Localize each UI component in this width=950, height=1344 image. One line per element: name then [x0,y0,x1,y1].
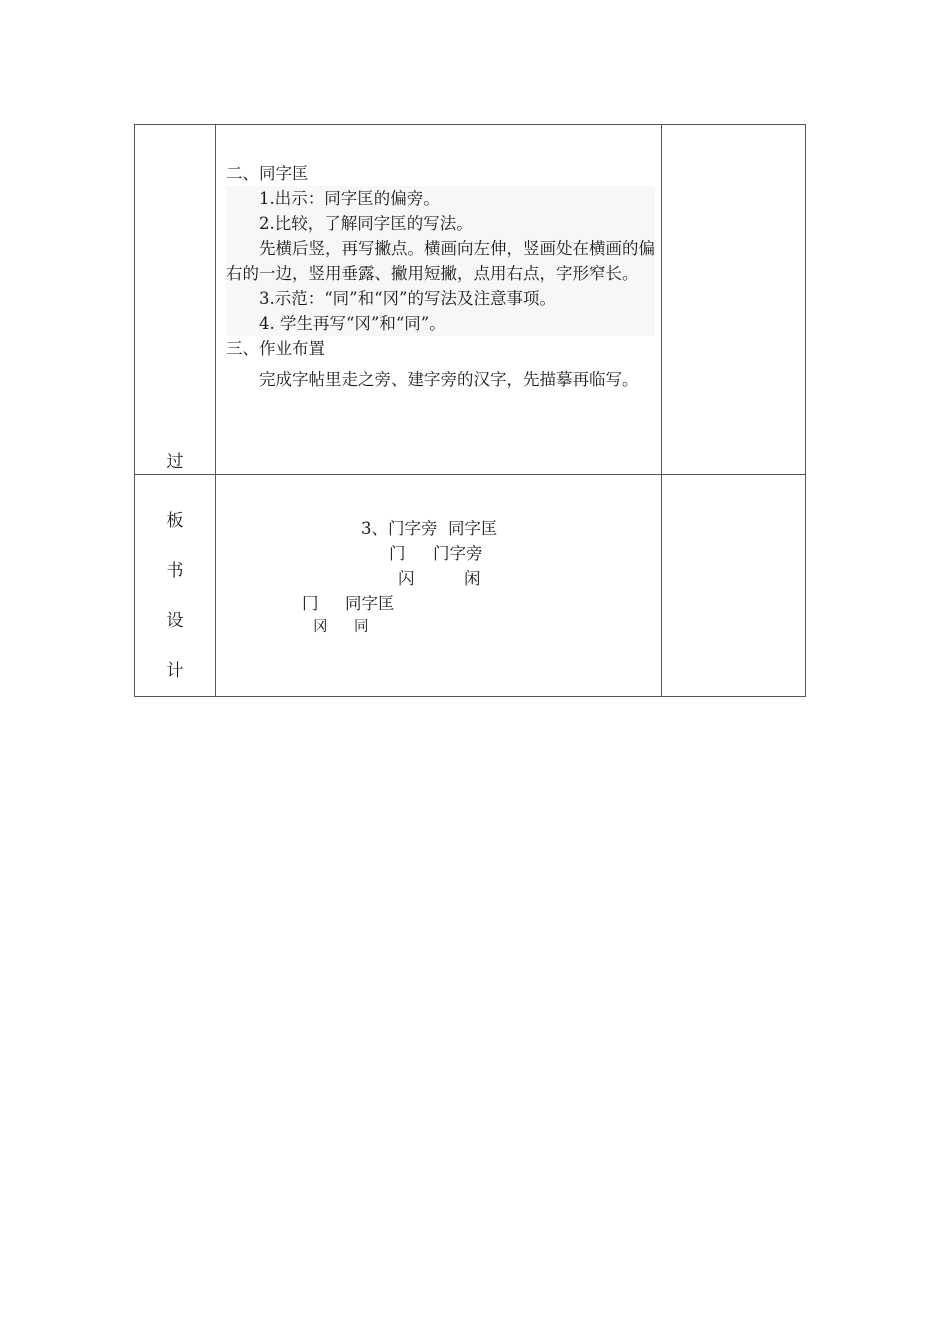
board-line4-a: 冈 [313,619,328,635]
board-label-char: 计 [166,661,184,681]
section2-item1: 1.出示：同字匡的偏旁。 [259,189,440,208]
process-label-cell [135,125,216,475]
board-line3-b: 同字匡 [345,594,395,613]
section2-shaded-block [226,186,655,336]
board-label-char: 板 [166,511,184,531]
board-title: 3、门字旁 同字匡 [361,519,498,538]
section2-explanation: 先横后竖，再写撇点。横画向左伸，竖画处在横画的偏右的一边，竖用垂露、撇用短撇，点用右点，字形窄长。 [226,239,655,283]
board-label-char: 书 [166,561,184,581]
board-line1-a: 门 [389,544,406,563]
board-label-char: 设 [166,611,184,631]
board-content-cell [216,475,662,697]
section2-item3: 3.示范：“同”和“冈”的写法及注意事项。 [259,289,556,308]
section2-item2: 2.比较，了解同字匡的写法。 [259,214,473,233]
process-notes-cell [662,125,806,475]
board-line2-b: 闲 [464,569,481,588]
lesson-plan-table [134,124,806,697]
process-row [135,125,806,475]
section3-heading: 三、作业布置 [226,339,325,358]
board-design-row [135,475,806,697]
board-label-cell [135,475,216,697]
section2-heading: 二、同字匡 [226,164,309,183]
board-notes-cell [662,475,806,697]
process-content-cell [216,125,662,475]
board-line1-b: 门字旁 [433,544,483,563]
section2-item4: 4. 学生再写“冈”和“同”。 [259,314,446,333]
board-line4-b: 同 [354,619,369,635]
board-line2-a: 闪 [398,569,415,588]
section3-text: 完成字帖里走之旁、建字旁的汉字，先描摹再临写。 [259,370,639,389]
board-line3-a: 冂 [302,594,319,613]
process-label: 过 [166,452,184,472]
